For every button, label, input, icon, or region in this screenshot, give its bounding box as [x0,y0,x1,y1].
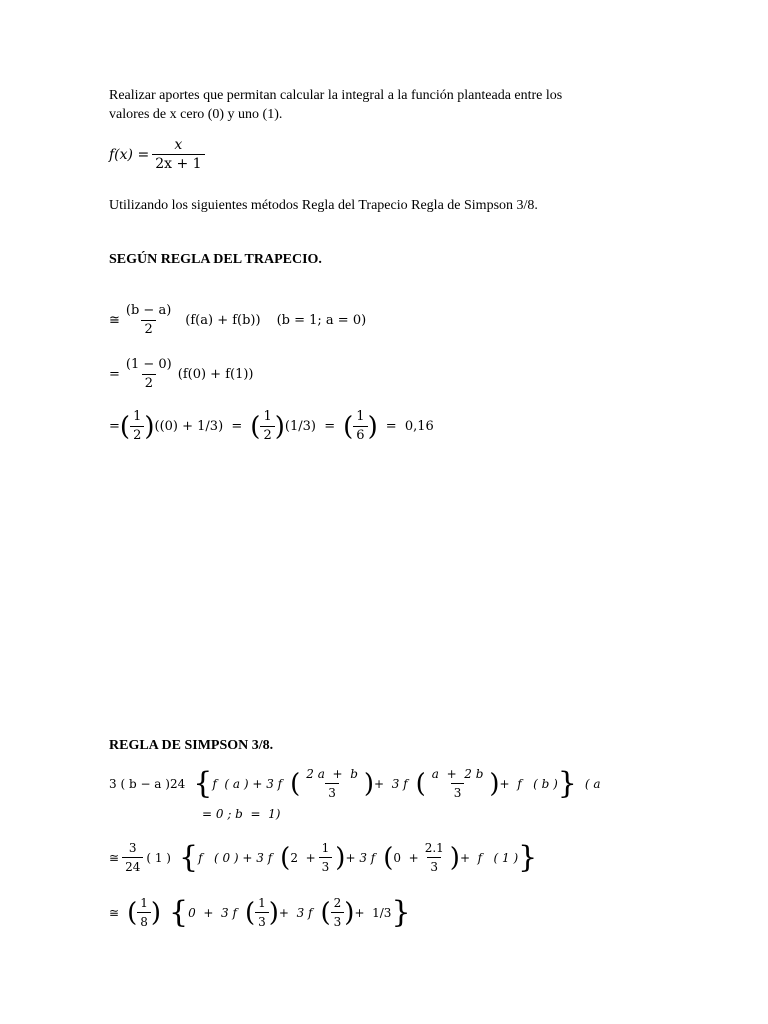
eq-denominator: 3 [325,783,339,800]
eq-term-1: f ( a ) + 3 f [212,776,283,791]
simpson-equation-2: ≅ $\frac{3}{24}$ ( 1 ) { f ( 0 ) + 3 f ( 2 + $\frac{1}{3}$ ) + 3 f ( 0 + $\frac{2.1}{3}$ ) + f ( 1 ) } [109,839,538,875]
eq-paren-2-lead: 0 + [393,850,419,865]
eq-denominator: 3 [427,857,441,874]
eq-numerator: (1 − 0) [125,357,172,372]
intro-paragraph [109,86,669,124]
eq-fraction-2 [422,841,447,874]
eq-prefix: ≅ [109,850,120,865]
eq-fraction [122,841,143,874]
eq-condition: (b = 1; a = 0) [276,313,367,328]
eq-denominator: 3 [319,857,333,874]
eq-numerator: 1 [140,896,148,910]
eq-prefix: = [109,419,120,434]
trapecio-heading: SEGÚN REGLA DEL TRAPECIO. [109,252,322,267]
eq-numerator: 2 a + b [306,767,358,781]
eq-term-2: + 3 f [345,850,376,865]
eq-body: (f(a) + f(b)) [185,313,261,328]
eq-term-3: + 1/3 [354,905,392,920]
eq-prefix: ≅ [109,313,120,328]
eq-fraction-3 [353,410,367,443]
trapecio-equation-1 [109,304,366,337]
eq-mid-2: (1/3) = [284,419,336,434]
simpson-heading: REGLA DE SIMPSON 3/8. [109,738,274,753]
eq-denominator: 3 [331,912,345,929]
trapecio-equation-2 [109,358,254,391]
eq-denominator: 2 [130,426,144,443]
simpson-equation-3: ≅ ( $\frac{1}{8}$ ) { 0 + 3 f ( $\frac{1}{3}$ ) + 3 f ( $\frac{2}{3}$ ) + 1/3 } [109,894,411,930]
eq-denominator: 2 [141,320,155,337]
function-denominator: 2x + 1 [152,154,204,171]
eq-mid-1: ((0) + 1/3) = [154,419,243,434]
function-numerator: x [174,137,183,153]
eq-fraction-2 [429,767,487,800]
eq-denominator: 3 [255,912,269,929]
eq-prefix: 3 ( b − a )24 [109,776,186,791]
eq-term-1: 0 + 3 f [188,905,237,920]
eq-numerator: 1 [258,896,266,910]
eq-denominator: 2 [260,426,274,443]
eq-fraction-1 [319,841,333,874]
eq-term-2: + 3 f [374,776,408,791]
eq-numerator: 3 [128,841,137,855]
simpson-equation-1-continuation: = 0 ; b = 1) [202,807,281,821]
eq-fraction [123,304,174,337]
eq-result: = 0,16 [385,419,434,434]
eq-term-2: + 3 f [278,905,313,920]
eq-fraction [123,358,175,391]
function-lhs: f(x) = [109,146,150,163]
eq-paren-1-lead: 2 + [290,850,316,865]
eq-numerator: (b − a) [125,303,172,318]
eq-numerator: 1 [321,841,330,855]
eq-fraction-2 [331,896,345,929]
eq-term-3: + f ( 1 ) [459,850,519,865]
intro-line-2: valores de x cero (0) y uno (1). [109,107,283,122]
eq-denominator: 24 [122,857,143,874]
eq-fraction-1 [303,767,361,800]
eq-denominator: 8 [137,912,151,929]
simpson-equation-1: 3 ( b − a )24 { f ( a ) + 3 f ( $\frac{2 a + b}{3}$ ) + 3 f ( $\frac{a + 2 b}{3}$ ) + f ( b ) } ( a [109,765,601,801]
eq-numerator: 1 [263,409,272,424]
eq-fraction-1 [255,896,269,929]
eq-denominator: 3 [451,783,465,800]
eq-prefix: = [109,367,120,382]
eq-numerator: 1 [356,409,365,424]
eq-numerator: 2 [333,896,342,910]
eq-prefix: ≅ [109,905,120,920]
eq-condition-start: ( a [584,776,601,791]
eq-fraction [137,896,151,929]
eq-numerator: a + 2 b [431,767,484,781]
eq-numerator: 2.1 [424,841,444,855]
function-definition [109,138,208,171]
eq-term-0: ( 1 ) [146,850,171,865]
methods-sentence: Utilizando los siguientes métodos Regla del Trapecio Regla de Simpson 3/8. [109,198,538,213]
eq-term-3: + f ( b ) [499,776,558,791]
eq-numerator: 1 [133,409,142,424]
trapecio-equation-3: = ( $\frac{1}{2}$ ) ((0) + 1/3) = ( $\frac{1}{2}$ ) (1/3) = ( $\frac{1}{6}$ ) = 0,16 [109,409,434,443]
eq-denominator: 6 [353,426,367,443]
intro-line-1: Realizar aportes que permitan calcular la integral a la función planteada entre los [109,88,563,103]
eq-body: (f(0) + f(1)) [177,367,254,382]
eq-fraction-1 [130,410,144,443]
eq-fraction-2 [260,410,274,443]
eq-denominator: 2 [142,374,156,391]
eq-term-1: f ( 0 ) + 3 f [198,850,273,865]
function-fraction [152,138,204,171]
